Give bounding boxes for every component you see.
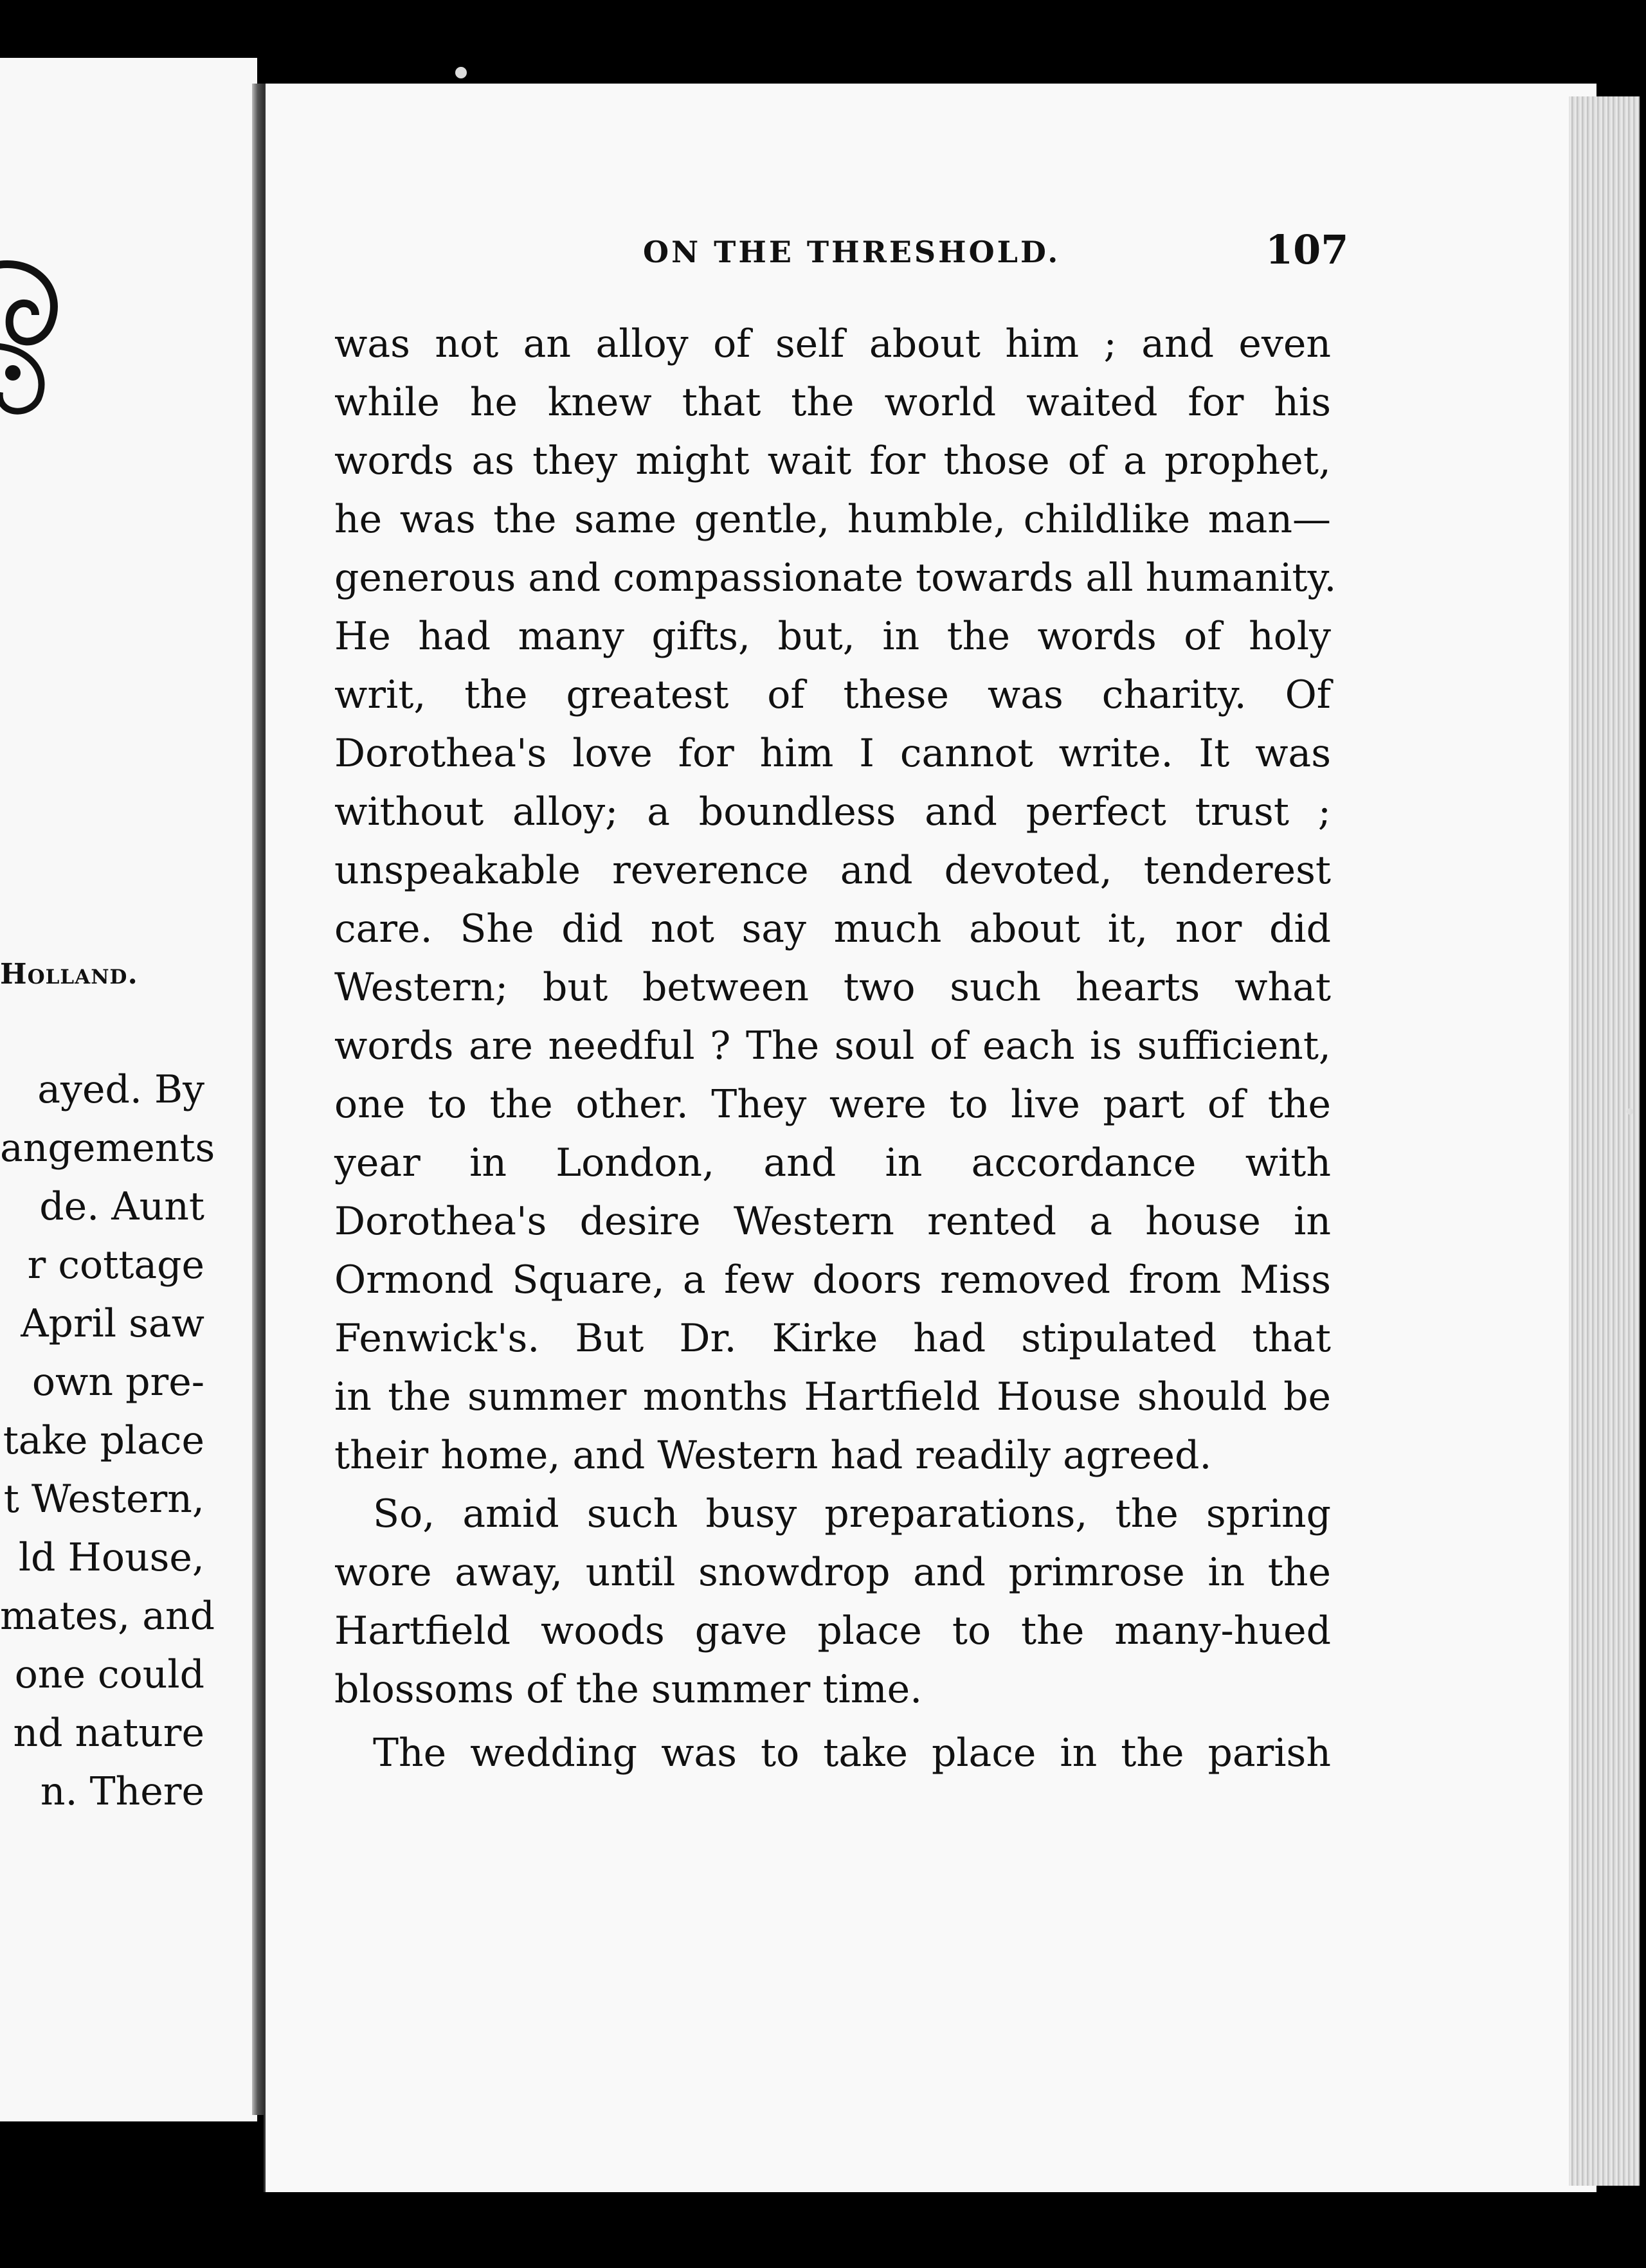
text-line: care. She did not say much about it, nor did (334, 906, 1331, 951)
scan-speck (455, 67, 467, 78)
text-line: Hartfield woods gave place to the many-hued (334, 1608, 1331, 1653)
text-line: nd nature (13, 1711, 204, 1756)
text-line: April saw (21, 1301, 204, 1346)
left-page-signature: Holland. (0, 958, 138, 991)
text-line: ld House, (18, 1535, 204, 1580)
text-line: So, amid such busy preparations, the spring (373, 1491, 1331, 1536)
scan-speck (1627, 1108, 1633, 1115)
text-line: ayed. By (37, 1067, 204, 1112)
text-line: one could (14, 1652, 204, 1697)
text-line: in the summer months Hartfield House should be (334, 1374, 1331, 1419)
text-line: Fenwick's. But Dr. Kirke had stipulated that (334, 1316, 1331, 1361)
text-line: own pre- (32, 1360, 204, 1405)
text-line: mates, and (0, 1594, 215, 1639)
text-line: generous and compassionate towards all humanity. (334, 555, 1337, 600)
text-line: t Western, (3, 1477, 204, 1522)
decorative-ornament-icon (0, 244, 71, 424)
running-head: ON THE THRESHOLD. (643, 235, 1061, 269)
text-line: Ormond Square, a few doors removed from Miss (334, 1257, 1331, 1302)
text-line: words as they might wait for those of a prophet, (334, 438, 1331, 483)
text-line: unspeakable reverence and devoted, tenderest (334, 848, 1331, 893)
page-edges (1569, 96, 1640, 2186)
text-line: wore away, until snowdrop and primrose in the (334, 1550, 1331, 1595)
left-page-text (0, 1061, 215, 1821)
text-line: Dorothea's desire Western rented a house in (334, 1199, 1331, 1244)
text-line: writ, the greatest of these was charity. Of (334, 672, 1331, 717)
text-line: Western; but between two such hearts what (334, 965, 1331, 1010)
text-line: their home, and Western had readily agreed. (334, 1433, 1212, 1478)
text-line: The wedding was to take place in the parish (373, 1731, 1331, 1776)
text-line: de. Aunt (39, 1184, 204, 1229)
text-line: r cottage (27, 1243, 204, 1288)
text-line: words are needful ? The soul of each is sufficient, (334, 1023, 1331, 1068)
text-line: one to the other. They were to live part of the (334, 1082, 1331, 1127)
text-line: n. There (40, 1769, 204, 1814)
text-line: angements (0, 1126, 215, 1171)
text-line: blossoms of the summer time. (334, 1667, 923, 1712)
text-line: while he knew that the world waited for his (334, 380, 1331, 425)
left-page (0, 58, 257, 2121)
text-line: take place (3, 1418, 204, 1463)
text-line: Dorothea's love for him I cannot write. It was (334, 731, 1331, 776)
page-number: 107 (1265, 226, 1349, 273)
body-text (334, 315, 1337, 1783)
text-line: was not an alloy of self about him ; and even (334, 321, 1331, 366)
text-line: He had many gifts, but, in the words of holy (334, 614, 1331, 659)
text-line: he was the same gentle, humble, childlike man— (334, 497, 1331, 542)
text-line: without alloy; a boundless and perfect trust ; (334, 789, 1331, 834)
text-line: year in London, and in accordance with (334, 1140, 1331, 1185)
paragraph-gap (334, 1719, 1331, 1724)
